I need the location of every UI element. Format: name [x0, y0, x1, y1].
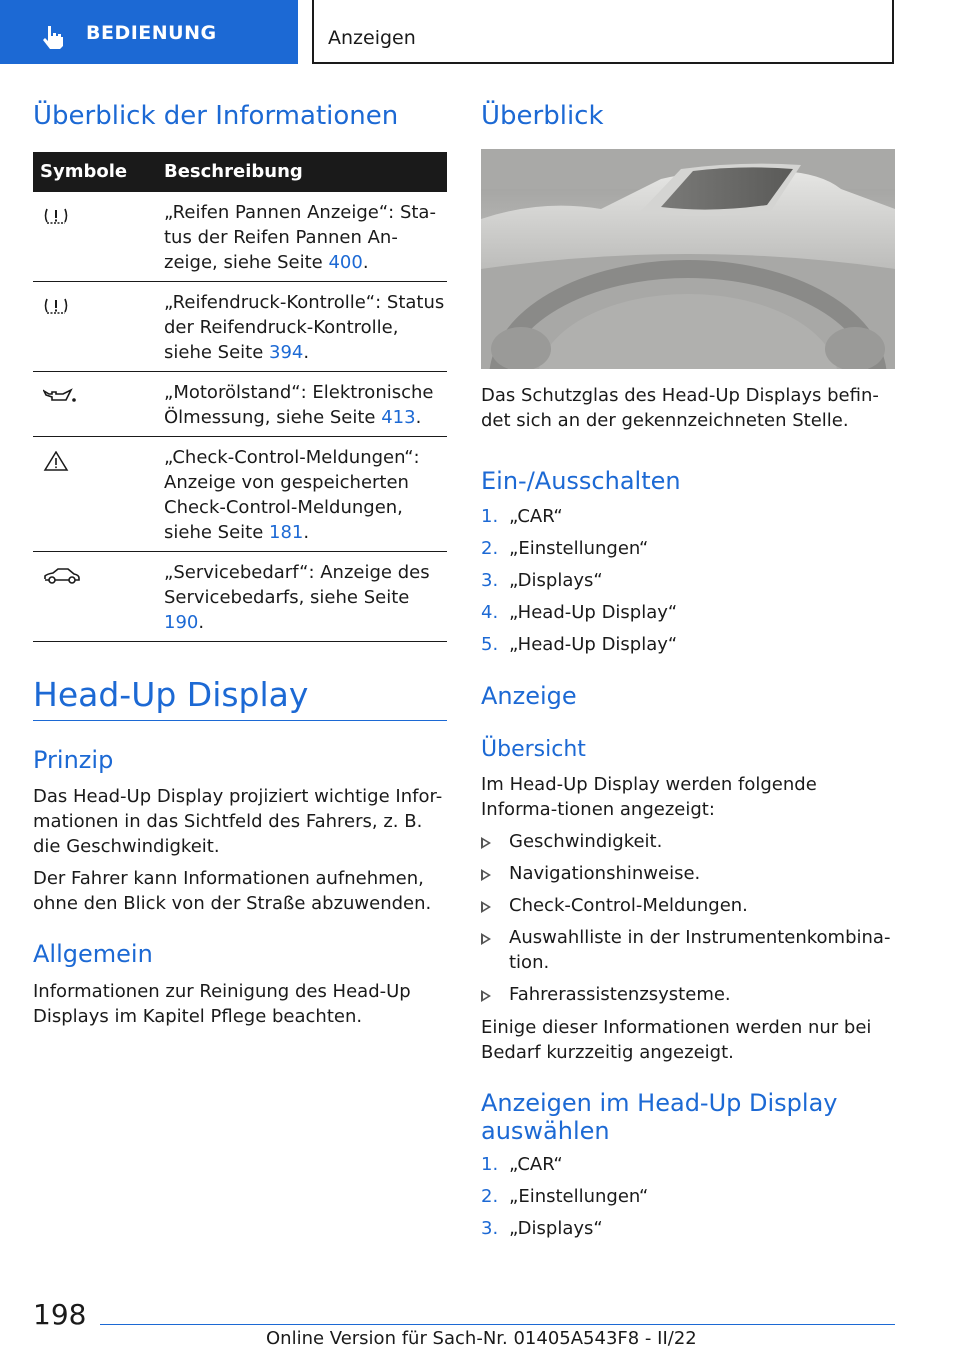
list-item: 2. „Einstellungen“ — [481, 1186, 649, 1207]
prinzip-paragraph-1: Das Head-Up Display projiziert wichtige Infor-mationen in das Sichtfeld des Fahrers, z. B. die Geschwindigkeit. — [33, 786, 443, 857]
table-row — [33, 372, 447, 437]
list-item: 4. „Head-Up Display“ — [481, 602, 678, 623]
list-item: Geschwindigkeit. — [481, 829, 895, 854]
table-row — [33, 282, 447, 372]
bullet-triangle-icon — [481, 837, 491, 849]
table-row — [33, 437, 447, 552]
list-item: 2. „Einstellungen“ — [481, 538, 649, 559]
einaus-heading: Ein-/Ausschalten — [481, 467, 681, 495]
warning-triangle-icon — [43, 451, 69, 471]
list-item: 3. „Displays“ — [481, 1218, 603, 1239]
service-car-icon — [43, 566, 81, 586]
einaus-steps — [481, 506, 895, 666]
table-row — [33, 192, 447, 282]
list-item: 3. „Displays“ — [481, 570, 603, 591]
list-item: Check-Control-Meldungen. — [481, 893, 895, 918]
footer-rule — [100, 1324, 895, 1325]
heading-rule — [33, 720, 447, 721]
row-description: „Reifen Pannen Anzeige“: Sta-tus der Reifen Pannen An-zeige, siehe Seite 400. — [164, 202, 436, 273]
allgemein-paragraph: Informationen zur Reinigung des Head-Up Displays im Kapitel Pflege beachten. — [33, 981, 411, 1027]
overview-info-heading: Überblick der Informationen — [33, 101, 399, 131]
uebersicht-heading: Übersicht — [481, 737, 586, 762]
select-heading-line-1: Anzeigen im Head-Up Display — [481, 1089, 838, 1117]
tire-pressure-icon — [43, 296, 69, 316]
uebersicht-paragraph: Im Head-Up Display werden folgende Informa-tionen angezeigt: — [481, 774, 817, 820]
table-row — [33, 552, 447, 642]
list-item: Fahrerassistenzsysteme. — [481, 982, 895, 1007]
chapter-label: Anzeigen — [328, 27, 416, 49]
chapter-box — [312, 0, 894, 64]
section-label: BEDIENUNG — [86, 22, 217, 44]
bullet-triangle-icon — [481, 869, 491, 881]
anzeige-heading: Anzeige — [481, 682, 577, 710]
list-item: 1. „CAR“ — [481, 506, 563, 527]
page-link[interactable]: 400 — [328, 252, 363, 273]
hand-pointer-icon — [40, 24, 66, 50]
select-steps — [481, 1154, 895, 1250]
list-item: Auswahlliste in der Instrumentenkombina-tion. — [481, 925, 895, 975]
page-link[interactable]: 394 — [269, 342, 304, 363]
page-number: 198 — [33, 1298, 87, 1331]
row-description: „Motorölstand“: Elektronische Ölmessung, siehe Seite 413. — [164, 382, 434, 428]
overview-heading: Überblick — [481, 101, 604, 131]
hud-glass-photo — [481, 149, 895, 369]
table-header-symbols: Symbole — [40, 161, 128, 182]
select-heading-line-2: auswählen — [481, 1117, 610, 1145]
info-bullet-list — [481, 829, 895, 1014]
footer-text: Online Version für Sach-Nr. 01405A543F8 - II/22 — [266, 1328, 697, 1349]
page-link[interactable]: 181 — [269, 522, 304, 543]
row-description: „Check-Control-Meldungen“: Anzeige von gespeicherten Check-Control-Meldungen, siehe Seite 181. — [164, 447, 420, 543]
bullet-triangle-icon — [481, 933, 491, 945]
note-paragraph: Einige dieser Informationen werden nur bei Bedarf kurzzeitig angezeigt. — [481, 1017, 872, 1063]
page-link[interactable]: 190 — [164, 612, 199, 633]
list-item: 5. „Head-Up Display“ — [481, 634, 678, 655]
page-link[interactable]: 413 — [381, 407, 416, 428]
list-item: 1. „CAR“ — [481, 1154, 563, 1175]
hud-heading: Head-Up Display — [33, 675, 309, 714]
row-description: „Reifendruck-Kontrolle“: Status der Reifendruck-Kontrolle, siehe Seite 394. — [164, 292, 445, 363]
section-tab — [0, 0, 298, 64]
symbols-table — [33, 152, 447, 642]
bullet-triangle-icon — [481, 990, 491, 1002]
prinzip-heading: Prinzip — [33, 746, 114, 774]
allgemein-heading: Allgemein — [33, 940, 153, 968]
tire-warning-icon — [43, 206, 69, 226]
row-description: „Servicebedarf“: Anzeige des Servicebedarfs, siehe Seite 190. — [164, 562, 430, 633]
oil-can-icon — [43, 386, 77, 406]
bullet-triangle-icon — [481, 901, 491, 913]
list-item: Navigationshinweise. — [481, 861, 895, 886]
prinzip-paragraph-2: Der Fahrer kann Informationen aufnehmen, ohne den Blick von der Straße abzuwenden. — [33, 868, 432, 914]
photo-caption: Das Schutzglas des Head-Up Displays befin-det sich an der gekennzeichneten Stelle. — [481, 385, 879, 431]
table-header-description: Beschreibung — [164, 161, 303, 182]
table-header — [33, 152, 447, 192]
